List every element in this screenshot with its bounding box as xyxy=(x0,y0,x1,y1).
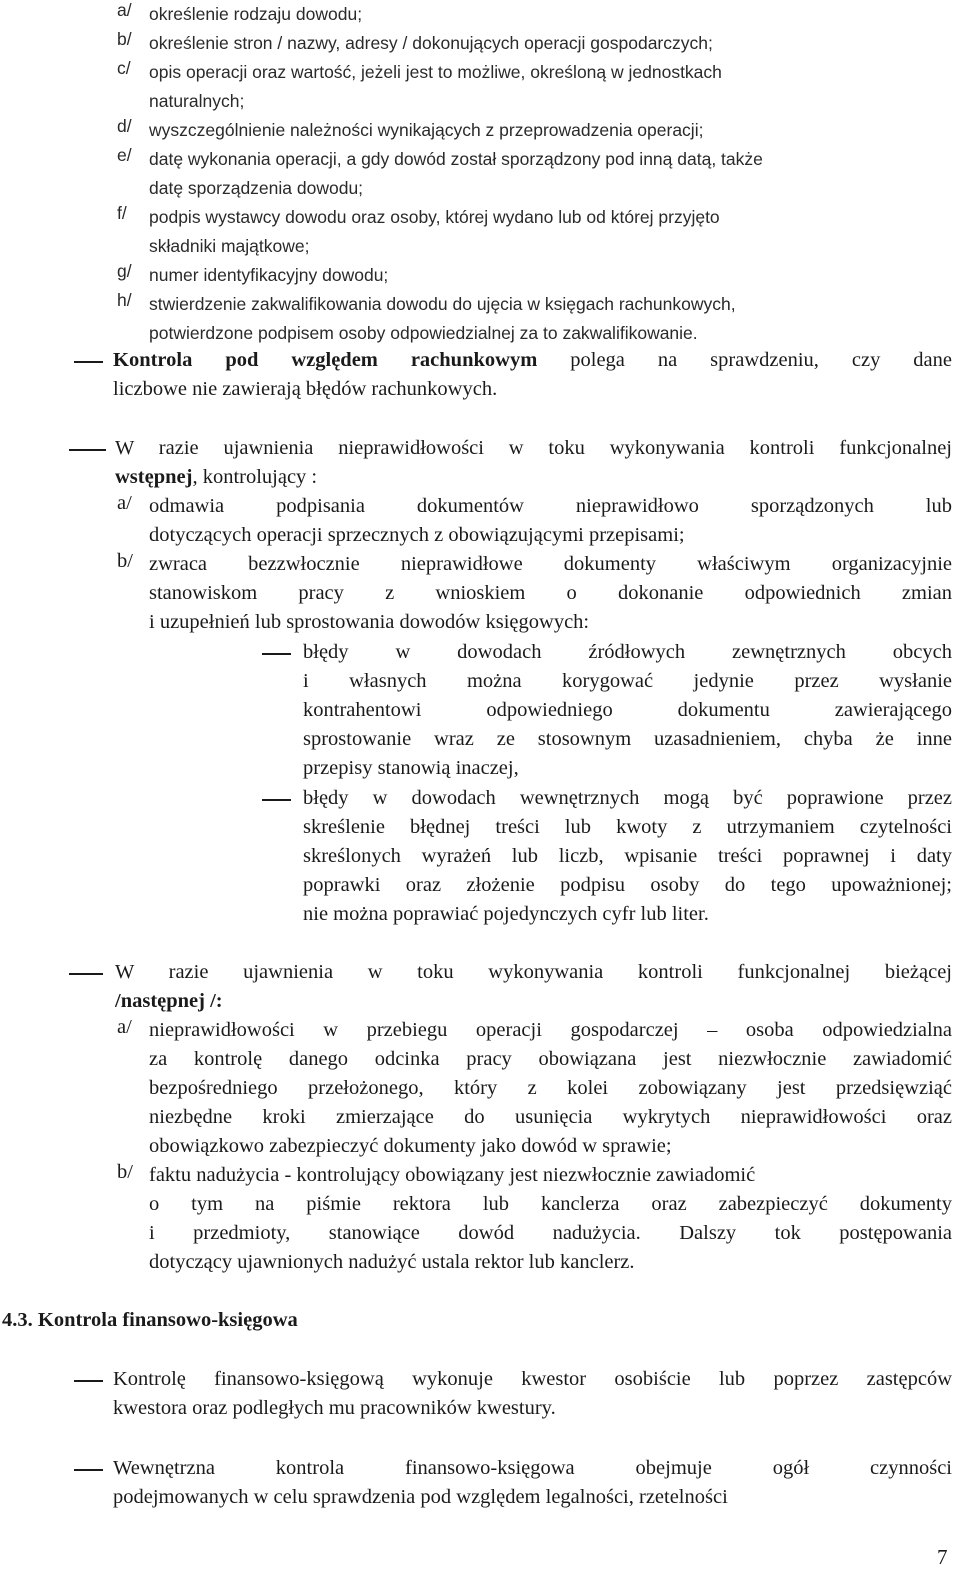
item-text: datę wykonania operacji, a gdy dowód został sporządzony pod inną datą, także xyxy=(149,149,763,169)
dash-marker xyxy=(69,449,106,451)
item-text: wyszczególnienie należności wynikających z przeprowadzenia operacji; xyxy=(149,120,704,140)
paragraph-line: W razie ujawnienia w toku wykonywania kontroli funkcjonalnej bieżącej xyxy=(115,961,952,983)
bold-term: wstępnej xyxy=(115,466,193,488)
dash-marker xyxy=(74,1469,103,1471)
dash-marker xyxy=(74,1380,103,1382)
list-item xyxy=(117,58,952,116)
item-text: i przedmioty, stanowiące dowód nadużycia. Dalszy tok postępowania xyxy=(149,1222,952,1244)
item-label: d/ xyxy=(117,116,132,136)
item-label: g/ xyxy=(117,261,132,281)
item-text: sprostowanie wraz ze stosownym uzasadnieniem, chyba że inne xyxy=(303,728,952,750)
item-label: h/ xyxy=(117,290,132,310)
item-text: naturalnych; xyxy=(149,91,245,111)
list-item xyxy=(117,550,952,637)
item-label: e/ xyxy=(117,145,132,165)
item-label: b/ xyxy=(117,550,133,572)
bold-term: Kontrola pod względem rachunkowym xyxy=(113,349,538,371)
paragraph-line: Wewnętrzna kontrola finansowo-księgowa obejmuje ogół czynności xyxy=(113,1457,952,1479)
item-text: stwierdzenie zakwalifikowania dowodu do ujęcia w księgach rachunkowych, xyxy=(149,294,736,314)
dash-marker xyxy=(74,361,103,363)
item-text: faktu nadużycia - kontrolujący obowiązany jest niezwłocznie zawiadomić xyxy=(149,1164,756,1186)
item-text: określenie rodzaju dowodu; xyxy=(149,4,363,24)
list-item xyxy=(117,1016,952,1161)
item-text: dotyczących operacji sprzecznych z obowiązującymi przepisami; xyxy=(149,524,685,546)
sub-item-zrodlowe xyxy=(303,638,952,783)
item-label: a/ xyxy=(117,1016,132,1038)
paragraph-line: podejmowanych w celu sprawdzenia pod względem legalności, rzetelności xyxy=(113,1486,728,1508)
kontrola-rachunkowa-paragraph xyxy=(113,346,952,404)
list-item xyxy=(117,261,952,290)
list-item xyxy=(117,116,952,145)
item-label: a/ xyxy=(117,0,132,20)
list-item xyxy=(117,0,952,29)
item-text: datę sporządzenia dowodu; xyxy=(149,178,364,198)
paragraph-line: W razie ujawnienia nieprawidłowości w toku wykonywania kontroli funkcjonalnej xyxy=(115,437,952,459)
list-item xyxy=(117,29,952,58)
paragraph-line: kwestora oraz podległych mu pracowników kwestury. xyxy=(113,1397,556,1419)
item-text: obowiązkowo zabezpieczyć dokumenty jako dowód w sprawie; xyxy=(149,1135,672,1157)
item-text: skreślenie błędnej treści lub kwoty z utrzymaniem czytelności xyxy=(303,816,952,838)
item-text: dotyczący ujawnionych nadużyć ustala rektor lub kanclerz. xyxy=(149,1251,635,1273)
dash-marker xyxy=(262,799,291,801)
kontrola-biezaca-list xyxy=(117,1016,952,1277)
item-text: kontrahentowi odpowiedniego dokumentu zawierającego xyxy=(303,699,952,721)
list-item xyxy=(117,492,952,550)
section-heading: 4.3. Kontrola finansowo-księgowa xyxy=(2,1309,298,1331)
item-text: określenie stron / nazwy, adresy / dokonujących operacji gospodarczych; xyxy=(149,33,713,53)
item-text: nieprawidłowości w przebiegu operacji gospodarczej – osoba odpowiedzialna xyxy=(149,1019,952,1041)
item-text: błędy w dowodach źródłowych zewnętrznych obcych xyxy=(303,641,952,663)
kontrola-wstepna-paragraph xyxy=(115,434,952,492)
item-text: potwierdzone podpisem osoby odpowiedzialnej za to zakwalifikowanie. xyxy=(149,323,698,343)
item-label: c/ xyxy=(117,58,131,78)
item-text: poprawki oraz złożenie podpisu osoby do tego upoważnionej; xyxy=(303,874,952,896)
kontrola-biezaca-paragraph xyxy=(115,958,952,1016)
kontrola-wewnetrzna-paragraph xyxy=(113,1454,952,1512)
item-text: za kontrolę danego odcinka pracy obowiązana jest niezwłocznie zawiadomić xyxy=(149,1048,952,1070)
item-text: odmawia podpisania dokumentów nieprawidłowo sporządzonych lub xyxy=(149,495,952,517)
item-text: stanowiskom pracy z wnioskiem o dokonanie odpowiednich zmian xyxy=(149,582,952,604)
paragraph-line: liczbowe nie zawierają błędów rachunkowych. xyxy=(113,378,498,400)
dash-marker xyxy=(262,653,291,655)
paragraph-line: Kontrolę finansowo-księgową wykonuje kwestor osobiście lub poprzez zastępców xyxy=(113,1368,952,1390)
paragraph-line: wstępnej, kontrolujący : xyxy=(115,466,318,488)
document-elements-list xyxy=(117,0,952,348)
item-text: niezbędne kroki zmierzające do usunięcia wykrytych nieprawidłowości oraz xyxy=(149,1106,952,1128)
item-text: podpis wystawcy dowodu oraz osoby, której wydano lub od której przyjęto xyxy=(149,207,720,227)
item-label: b/ xyxy=(117,1161,133,1183)
item-text: i uzupełnień lub sprostowania dowodów księgowych: xyxy=(149,611,590,633)
item-text: zwraca bezzwłocznie nieprawidłowe dokumenty właściwym organizacyjnie xyxy=(149,553,952,575)
sub-item-wewnetrzne xyxy=(303,784,952,929)
item-text: błędy w dowodach wewnętrznych mogą być poprawione przez xyxy=(303,787,952,809)
list-item xyxy=(117,145,952,203)
item-text: bezpośredniego przełożonego, który z kolei zobowiązany jest przedsięwziąć xyxy=(149,1077,952,1099)
paragraph-line: /następnej /: xyxy=(115,990,223,1012)
list-item xyxy=(117,203,952,261)
paragraph-line: Kontrola pod względem rachunkowym polega na sprawdzeniu, czy dane xyxy=(113,349,952,371)
list-item xyxy=(117,1161,952,1277)
item-text: nie można poprawiać pojedynczych cyfr lub liter. xyxy=(303,903,709,925)
kontrola-wstepna-list xyxy=(117,492,952,637)
item-text: opis operacji oraz wartość, jeżeli jest to możliwe, określoną w jednostkach xyxy=(149,62,722,82)
item-text: składniki majątkowe; xyxy=(149,236,310,256)
kwestor-paragraph xyxy=(113,1365,952,1423)
item-text: o tym na piśmie rektora lub kanclerza oraz zabezpieczyć dokumenty xyxy=(149,1193,952,1215)
dash-marker xyxy=(69,973,103,975)
item-label: f/ xyxy=(117,203,127,223)
page-number: 7 xyxy=(937,1545,948,1569)
item-text: przepisy stanowią inaczej, xyxy=(303,757,519,779)
item-text: i własnych można korygować jedynie przez wysłanie xyxy=(303,670,952,692)
list-item xyxy=(117,290,952,348)
item-label: b/ xyxy=(117,29,132,49)
item-text: skreślonych wyrażeń lub liczb, wpisanie treści poprawnej i daty xyxy=(303,845,952,867)
item-text: numer identyfikacyjny dowodu; xyxy=(149,265,389,285)
item-label: a/ xyxy=(117,492,132,514)
